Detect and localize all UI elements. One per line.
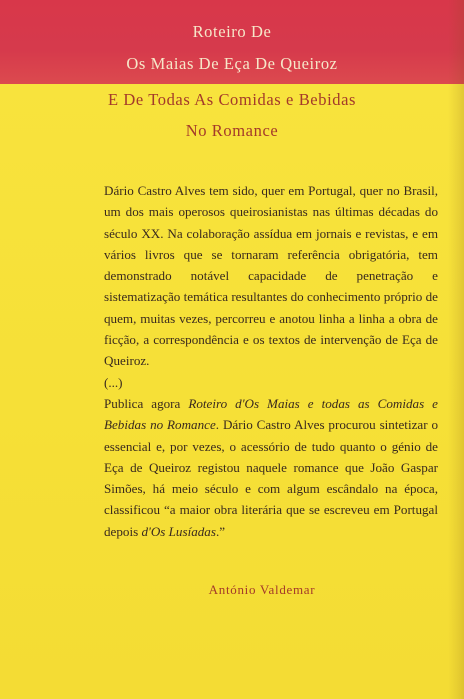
- paragraph-2-end: .”: [215, 523, 226, 539]
- blurb-ellipsis: (...): [104, 374, 123, 390]
- title-line-3: E De Todas As Comidas e Bebidas: [107, 90, 357, 109]
- lusiadas-reference: d'Os Lusíadas: [141, 523, 216, 539]
- title-line-1: Roteiro De: [192, 22, 272, 41]
- blurb-paragraph-1: Dário Castro Alves tem sido, quer em Portugal, quer no Brasil, um dos mais operosos queirosianistas nas últimas décadas do século XX. Na colaboração assídua em jornais e revistas, e em vários livros que se tornaram referência obrigatória, tem demonstrado notável capacidade de penetração e sistematização temática resultantes do conhecimento próprio de quem, muitas vezes, percorreu e anotou linha a linha a obra de ficção, a correspondência e os textos de intervenção de Eça de Queiroz.: [104, 183, 438, 369]
- blurb-paragraph-2: [104, 393, 438, 542]
- paragraph-2-intro: Publica agora: [104, 395, 189, 411]
- author-signature: António Valdemar: [208, 582, 316, 597]
- book-title-italic: Roteiro d'Os Maias e todas as Comidas e Bebidas no Romance: [104, 395, 438, 433]
- title-line-4: No Romance: [185, 121, 279, 140]
- title-line-2: Os Maias De Eça De Queiroz: [126, 54, 338, 73]
- blurb-text: [104, 180, 438, 542]
- paragraph-2-body: . Dário Castro Alves procurou sintetizar o essencial e, por vezes, o acessório de tudo quanto o génio de Eça de Queiroz registou naquele romance que João Gaspar Simões, há meio século e com algum escândalo na época, classificou “a maior obra literária que se escreveu em Portugal depois: [104, 417, 439, 539]
